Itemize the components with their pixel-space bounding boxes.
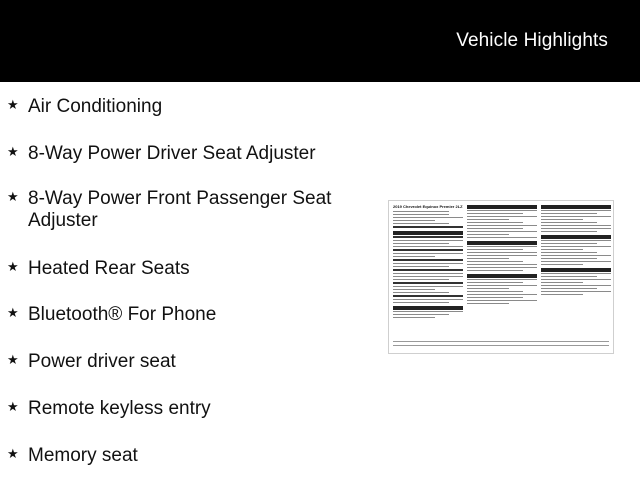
sticker-column-middle (467, 205, 537, 306)
highlight-label: Bluetooth® For Phone (28, 304, 217, 325)
star-icon: ★ (7, 447, 19, 462)
sticker-column-right (541, 205, 611, 297)
star-icon: ★ (7, 190, 19, 205)
highlight-label: Heated Rear Seats (28, 258, 190, 279)
highlight-label: Remote keyless entry (28, 398, 211, 419)
highlight-label: Air Conditioning (28, 96, 163, 117)
star-icon: ★ (7, 145, 19, 160)
highlight-label: Memory seat (28, 445, 138, 466)
highlight-label: 8-Way Power Driver Seat Adjuster (28, 143, 316, 164)
header-bar (0, 0, 640, 82)
highlight-label: 8-Way Power Front Passenger Seat Adjuster (28, 188, 332, 231)
sticker-column-left (393, 211, 463, 320)
sticker-footer-line (393, 345, 609, 346)
star-icon: ★ (7, 353, 19, 368)
window-sticker-thumbnail[interactable] (388, 200, 614, 354)
star-icon: ★ (7, 306, 19, 321)
highlight-label: Power driver seat (28, 351, 176, 372)
sticker-footer-line (393, 341, 609, 342)
star-icon: ★ (7, 260, 19, 275)
star-icon: ★ (7, 98, 19, 113)
page-title: Vehicle Highlights (456, 30, 608, 51)
star-icon: ★ (7, 400, 19, 415)
sticker-heading: 2019 Chevrolet Equinox Premier 2LZ (393, 204, 463, 209)
